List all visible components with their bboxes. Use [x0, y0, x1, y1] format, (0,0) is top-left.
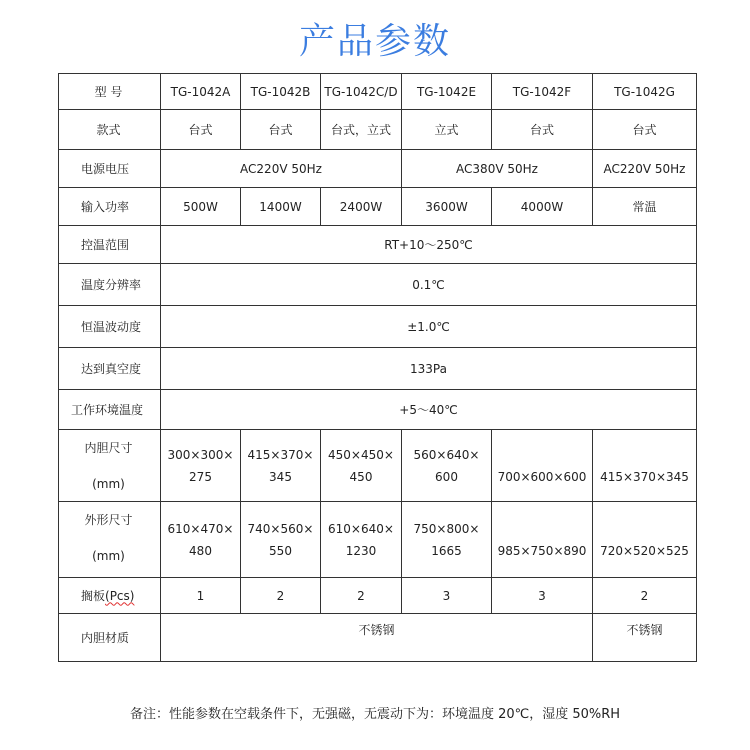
model-cell: TG-1042E	[402, 74, 492, 110]
input-power-cell: 4000W	[492, 188, 593, 226]
vacuum-cell: 133Pa	[161, 348, 697, 390]
fluctuation-label: 恒温波动度	[59, 306, 161, 348]
row-temp-range	[59, 226, 697, 264]
power-supply-cell: AC220V 50Hz	[161, 150, 402, 188]
power-supply-cell: AC380V 50Hz	[402, 150, 593, 188]
model-cell: TG-1042B	[241, 74, 321, 110]
outer-size-cell	[593, 502, 697, 578]
temp-range-cell: RT+10～250℃	[161, 226, 697, 264]
vacuum-label: 达到真空度	[59, 348, 161, 390]
outer-size-line: 1665	[431, 543, 462, 558]
outer-size-line: 985×750×890	[497, 543, 587, 558]
inner-size-unit: (mm)	[92, 477, 125, 491]
outer-size-line: 750×800×	[413, 521, 480, 536]
input-power-label: 输入功率	[59, 188, 161, 226]
material-label: 内胆材质	[59, 614, 161, 662]
inner-size-line: 560×640×	[413, 447, 480, 462]
temp-range-label: 控温范围	[59, 226, 161, 264]
shelves-label-unit: (Pcs)	[105, 588, 135, 603]
shelves-label-main: 搁板	[81, 588, 106, 603]
inner-size-cell	[492, 430, 593, 502]
outer-size-line: 550	[269, 543, 292, 558]
inner-size-line: 450	[349, 469, 373, 484]
inner-size-cell	[593, 430, 697, 502]
input-power-cell: 2400W	[321, 188, 402, 226]
inner-size-line: 300×300×	[167, 447, 234, 462]
resolution-cell: 0.1℃	[161, 264, 697, 306]
outer-size-cell	[321, 502, 402, 578]
spec-table	[58, 73, 697, 662]
fluctuation-cell: ±1.0℃	[161, 306, 697, 348]
style-cell: 台式	[593, 110, 697, 150]
inner-size-label	[59, 430, 161, 502]
shelves-cell: 3	[492, 578, 593, 614]
inner-size-line: 600	[435, 469, 458, 484]
model-label: 型 号	[59, 74, 161, 110]
resolution-label: 温度分辨率	[59, 264, 161, 306]
ambient-cell: +5～40℃	[161, 390, 697, 430]
style-cell: 台式	[492, 110, 593, 150]
power-supply-cell: AC220V 50Hz	[593, 150, 697, 188]
row-power-supply	[59, 150, 697, 188]
inner-size-line: 275	[189, 469, 212, 484]
inner-size-line: 450×450×	[328, 447, 394, 462]
shelves-cell: 1	[161, 578, 241, 614]
outer-size-cell	[161, 502, 241, 578]
style-cell: 台式	[241, 110, 321, 150]
shelves-cell: 2	[593, 578, 697, 614]
outer-size-cell	[241, 502, 321, 578]
model-cell: TG-1042G	[593, 74, 697, 110]
inner-size-label-text: 内胆尺寸	[84, 441, 133, 455]
row-input-power	[59, 188, 697, 226]
row-model	[59, 74, 697, 110]
style-cell: 台式	[161, 110, 241, 150]
style-label: 款式	[59, 110, 161, 150]
ambient-label: 工作环境温度	[59, 390, 161, 430]
outer-size-unit: (mm)	[92, 549, 125, 563]
inner-size-cell	[402, 430, 492, 502]
material-cell: 不锈钢	[161, 614, 593, 662]
power-supply-label: 电源电压	[59, 150, 161, 188]
inner-size-line: 415×370×	[247, 447, 314, 462]
outer-size-label-text: 外形尺寸	[84, 513, 133, 527]
row-resolution	[59, 264, 697, 306]
inner-size-line: 700×600×600	[497, 469, 587, 484]
footer-note: 备注：性能参数在空载条件下，无强磁，无震动下为：环境温度 20℃，湿度 50%RH	[129, 707, 621, 722]
input-power-cell: 1400W	[241, 188, 321, 226]
row-fluctuation	[59, 306, 697, 348]
model-cell: TG-1042F	[492, 74, 593, 110]
outer-size-line: 720×520×525	[600, 543, 689, 558]
model-cell: TG-1042A	[161, 74, 241, 110]
shelves-cell: 2	[241, 578, 321, 614]
input-power-cell: 500W	[161, 188, 241, 226]
material-cell: 不锈钢	[593, 614, 697, 662]
row-style	[59, 110, 697, 150]
inner-size-line: 415×370×345	[600, 469, 689, 484]
outer-size-label	[59, 502, 161, 578]
inner-size-cell	[321, 430, 402, 502]
row-outer-size	[59, 502, 697, 578]
row-vacuum	[59, 348, 697, 390]
inner-size-cell	[161, 430, 241, 502]
row-inner-size	[59, 430, 697, 502]
outer-size-line: 740×560×	[247, 521, 314, 536]
page-title: 产品参数	[298, 21, 451, 62]
input-power-cell: 3600W	[402, 188, 492, 226]
outer-size-line: 610×640×	[328, 521, 394, 536]
model-cell: TG-1042C/D	[321, 74, 402, 110]
outer-size-cell	[402, 502, 492, 578]
outer-size-line: 1230	[345, 543, 377, 558]
outer-size-cell	[492, 502, 593, 578]
row-ambient	[59, 390, 697, 430]
outer-size-line: 610×470×	[167, 521, 234, 536]
style-cell: 台式，立式	[321, 110, 402, 150]
inner-size-cell	[241, 430, 321, 502]
input-power-cell: 常温	[593, 188, 697, 226]
shelves-label	[59, 578, 161, 614]
row-material	[59, 614, 697, 662]
row-shelves	[59, 578, 697, 614]
shelves-cell: 3	[402, 578, 492, 614]
style-cell: 立式	[402, 110, 492, 150]
outer-size-line: 480	[189, 543, 212, 558]
inner-size-line: 345	[269, 469, 292, 484]
shelves-cell: 2	[321, 578, 402, 614]
